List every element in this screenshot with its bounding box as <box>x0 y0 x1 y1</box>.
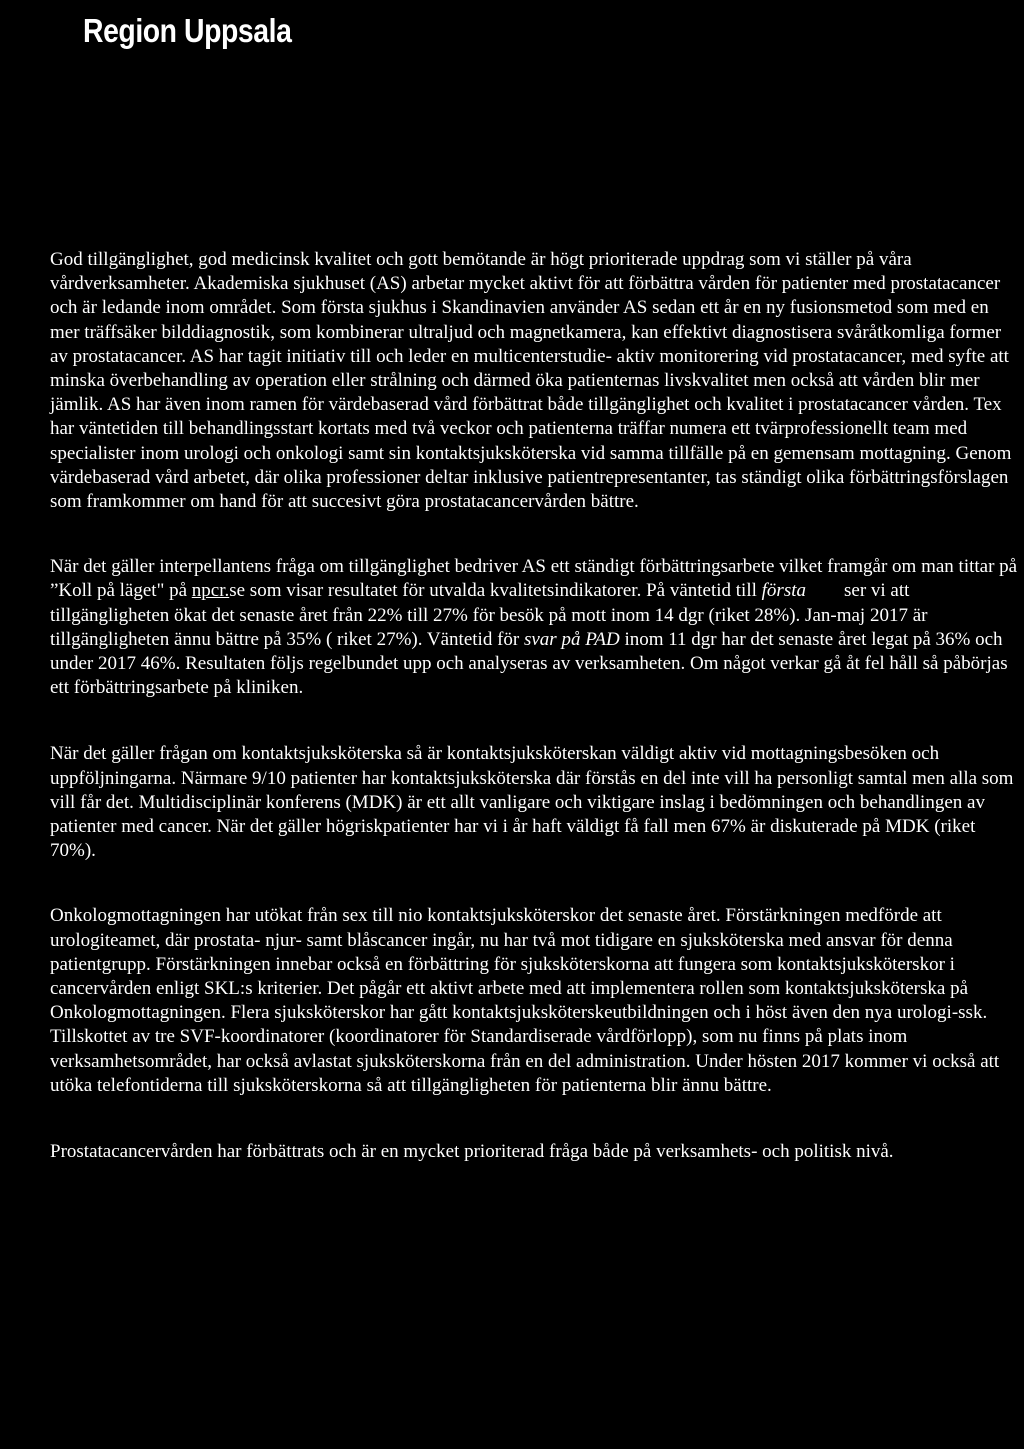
region-uppsala-logo: Region Uppsala <box>83 12 292 49</box>
paragraph-accessibility-part-1: När det gäller interpellantens fråga om tillgänglighet bedriver AS ett ständigt förbättringsarbete vilket framgår om man tittar på ”Koll på läget" på <box>50 556 1018 602</box>
italic-forsta: första <box>761 580 806 602</box>
paragraph-quality-overview: God tillgänglighet, god medicinsk kvalitet och gott bemötande är högt prioriterade uppdrag som vi ställer på våra vårdverksamheter. Akademiska sjukhuset (AS) arbetar mycket aktivt för att förbättra vården för patienter med prostatacancer och är ledande inom området. Som första sjukhus i Skandinavien använder AS sedan ett år en ny fusionsmetod som med en mer träffsäker bilddiagnostik, som kombinerar ultraljud och magnetkamera, kan effektivt diagnostisera svåråtkomliga former av prostatacancer. AS har tagit initiativ till och leder en multicenterstudie- aktiv monitorering vid prostatacancer, med syfte att minska överbehandling av operation eller strålning och därmed öka patienternas livskvalitet men också att vården blir mer jämlik. AS har även inom ramen för värdebaserad vård förbättrat både tillgänglighet och kvalitet i prostatacancer vården. Tex har väntetiden till behandlingsstart kortats med två veckor och patienterna träffar numera ett tvärprofessionellt team med specialister inom urologi och onkologi samt sin kontaktsjuksköterska vid samma tillfälle på en gemensam mottagning. Genom värdebaserad vård arbetet, där olika professioner deltar inklusive patientrepresentanter, tas ständigt olika förbättringsförslagen som framkommer om hand för att succesivt göra prostatacancervården bättre. <box>50 249 1012 513</box>
letter-body <box>50 248 1022 1205</box>
paragraph-accessibility <box>50 555 1022 700</box>
npcr-link[interactable]: npcr. <box>191 580 230 602</box>
italic-svar-pa-pad: svar på PAD <box>523 628 620 650</box>
paragraph-oncology-clinic: Onkologmottagningen har utökat från sex till nio kontaktsjuksköterskor det senaste året. Förstärkningen medförde att urologiteamet, där prostata- njur- samt blåscancer ingår, nu har två mot tidigare en sjuksköterska med ansvar för denna patientgrupp. Förstärkningen innebar också en förbättring för sjuksköterskorna att fungera som kontaktsjuksköterskor i cancervården enligt SKL:s kriterier. Det pågår ett aktivt arbete med att implementera rollen som kontaktsjuksköterska på Onkologmottagningen. Flera sjuksköterskor har gått kontaktsjuksköterskeutbildningen och i höst även den nya urologi-ssk. Tillskottet av tre SVF-koordinatorer (koordinatorer för Standardiserade vårdförlopp), som nu finns på plats inom verksamhetsområdet, har också avlastat sjuksköterskorna från en del administration. Under hösten 2017 kommer vi också att utöka telefontiderna till sjuksköterskorna så att tillgängligheten för patienterna blir ännu bättre. <box>50 905 1000 1096</box>
paragraph-accessibility-part-4: inom 11 dgr har det senaste året legat på 36% och under 2017 46%. Resultaten följs regelbundet upp och analyseras av verksamheten. Om något verkar gå åt fel håll så påbörjas ett förbättringsarbete på kliniken. <box>50 628 1008 699</box>
paragraph-accessibility-part-2: se som visar resultatet för utvalda kvalitetsindikatorer. På väntetid till <box>229 580 762 602</box>
paragraph-conclusion: Prostatacancervården har förbättrats och är en mycket prioriterad fråga både på verksamhets- och politisk nivå. <box>50 1141 894 1163</box>
paragraph-contact-nurse: När det gäller frågan om kontaktsjuksköterska så är kontaktsjuksköterskan väldigt aktiv vid mottagningsbesöken och uppföljningarna. Närmare 9/10 patienter har kontaktsjuksköterska där förstås en del inte vill ha personligt samtal men alla som vill får det. Multidisciplinär konferens (MDK) är ett allt vanligare och viktigare inslag i bedömningen och behandlingen av patienter med cancer. När det gäller högriskpatienter har vi i år haft väldigt få fall men 67% är diskuterade på MDK (riket 70%). <box>50 743 1014 862</box>
paragraph-accessibility-part-3: ser vi att tillgängligheten ökat det senaste året från 22% till 27% för besök på mott inom 14 dgr (riket 28%). Jan-maj 2017 är tillgängligheten ännu bättre på 35% ( riket 27%). Väntetid för <box>50 580 933 650</box>
